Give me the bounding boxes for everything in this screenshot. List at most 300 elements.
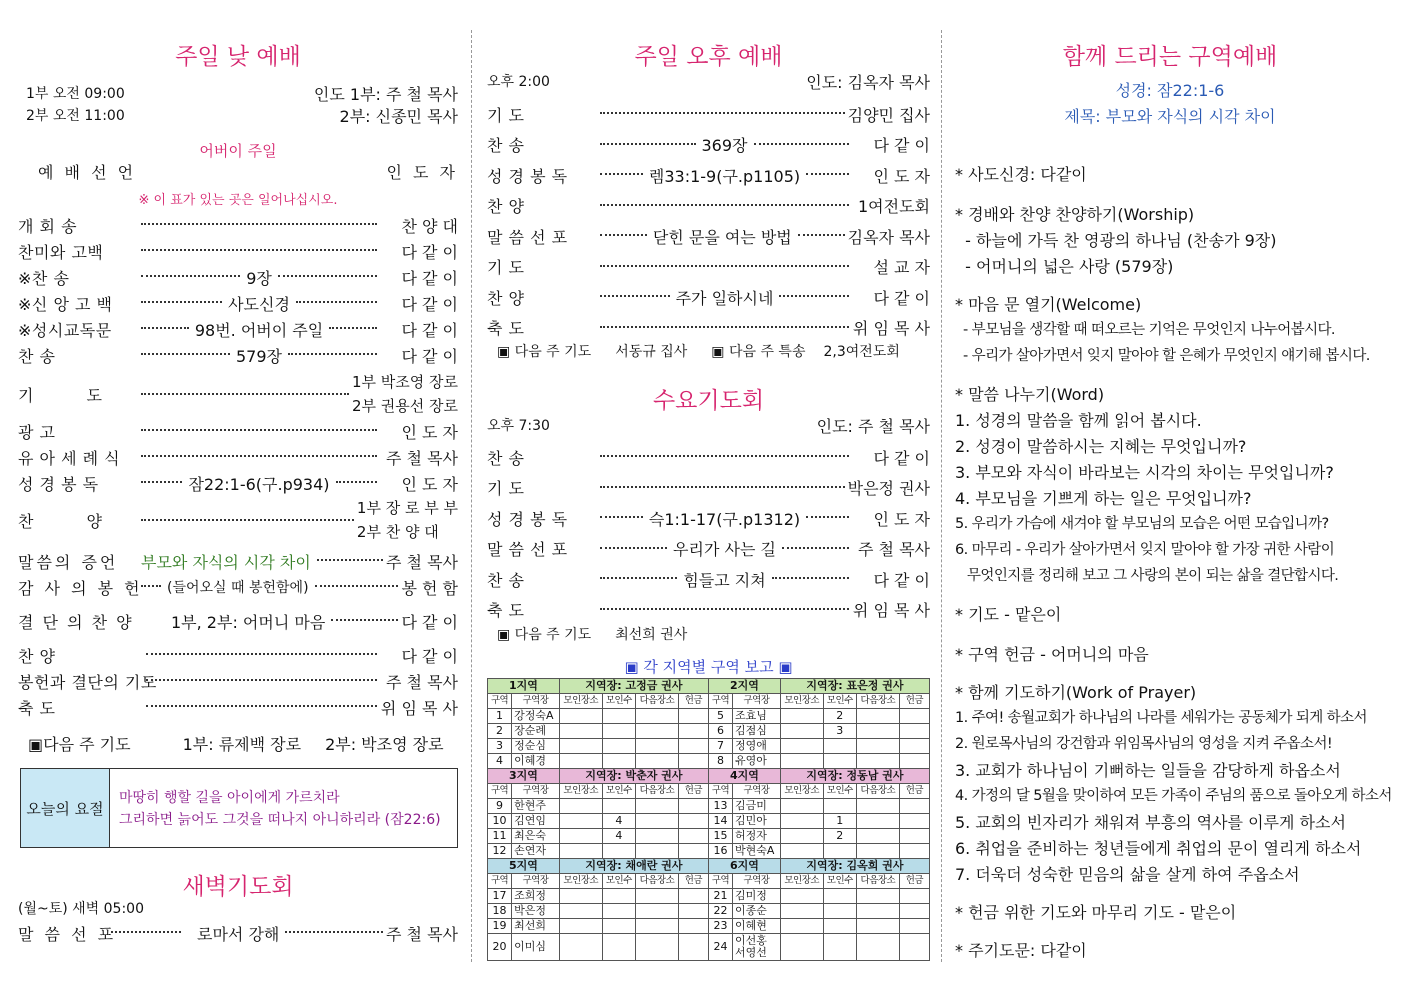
order-row	[18, 670, 458, 692]
section-title: 함께 드리는 구역예배	[1062, 44, 1278, 70]
table-row	[488, 829, 930, 844]
column-header: 구역장	[512, 874, 560, 889]
worship-line: 3. 부모와 자식이 바라보는 시각의 차이는 무엇입니까?	[955, 463, 1334, 482]
worship-line: 1. 성경의 말씀을 함께 읽어 봅시다.	[955, 411, 1202, 430]
region-leader: 지역장: 김옥희 권사	[780, 859, 929, 874]
sunday-afternoon-column	[487, 0, 930, 992]
order-row	[487, 164, 930, 186]
order-row	[18, 292, 458, 314]
order-row: 감 사 의 봉 헌 (들어오실 때 봉헌함에) 봉 헌 함	[18, 576, 458, 598]
order-row: 말 씀 선 포 로마서 강해 주 철 목사	[18, 922, 458, 944]
order-row	[18, 420, 458, 442]
column-header: 구역장	[733, 694, 781, 709]
leader: 인도 1부: 주 철 목사	[313, 84, 458, 104]
order-label: 성 경 봉 독	[18, 474, 99, 494]
order-row	[487, 599, 930, 621]
table-cell	[636, 754, 679, 769]
column-header: 헌금	[899, 694, 929, 709]
table-cell	[899, 934, 929, 961]
section-title: 주일 오후 예배	[634, 44, 783, 70]
order-person: 주 철 목사	[386, 672, 458, 692]
column-header: 구역	[488, 874, 512, 889]
table-cell	[857, 904, 900, 919]
worship-line: * 경배와 찬양 찬양하기(Worship)	[955, 205, 1195, 224]
table-cell	[559, 754, 602, 769]
today-verse-line: 마땅히 행할 길을 아이에게 가르치라	[119, 790, 340, 806]
table-cell	[559, 889, 602, 904]
table-cell	[559, 919, 602, 934]
table-cell	[780, 919, 823, 934]
order-label: 성 경 봉 독	[487, 509, 568, 529]
region-name: 4지역	[708, 769, 780, 784]
report-title: ▣ 각 지역별 구역 보고 ▣	[624, 658, 793, 676]
table-cell	[823, 739, 856, 754]
table-cell: 13	[708, 799, 732, 814]
column-header: 헌금	[899, 784, 929, 799]
worship-line: 2. 성경이 말씀하시는 지혜는 무엇입니까?	[955, 437, 1247, 456]
order-row	[487, 195, 930, 217]
order-label: 광 고	[18, 422, 56, 442]
worship-line: 6. 취업을 준비하는 청년들에게 취업의 문이 열리게 하소서	[955, 839, 1362, 858]
order-label: 찬 송	[18, 346, 56, 366]
table-cell: 3	[488, 739, 512, 754]
table-cell	[780, 799, 823, 814]
table-cell: 20	[488, 934, 512, 961]
table-row	[488, 799, 930, 814]
region-leader: 지역장: 채애란 권사	[559, 859, 708, 874]
table-cell: 12	[488, 844, 512, 859]
worship-line: - 하늘에 가득 찬 영광의 하나님 (찬송가 9장)	[955, 231, 1277, 250]
column-divider	[471, 30, 472, 962]
table-cell	[857, 844, 900, 859]
column-header: 구역	[488, 694, 512, 709]
order-person: 다 같 이	[401, 268, 459, 288]
service-time-row: 오후 2:00 인도: 김옥자 목사	[487, 72, 930, 92]
order-label: 기 도	[487, 479, 525, 498]
column-header: 모인장소	[780, 694, 823, 709]
table-cell: 7	[708, 739, 732, 754]
column-header: 모인수	[823, 784, 856, 799]
column-header: 다음장소	[636, 694, 679, 709]
order-label: 찬 송	[487, 136, 525, 155]
column-header: 모인장소	[780, 784, 823, 799]
table-cell: 4	[488, 754, 512, 769]
service-time: 2부 오전 11:00	[26, 108, 125, 124]
region-name: 1지역	[488, 679, 560, 694]
table-cell	[559, 814, 602, 829]
table-cell	[636, 904, 679, 919]
order-row	[18, 644, 458, 666]
table-cell	[602, 919, 635, 934]
order-person: 박은정 권사	[847, 479, 930, 498]
table-cell: 4	[602, 814, 635, 829]
column-header: 구역	[708, 874, 732, 889]
order-label: 봉헌과 결단의 기도	[18, 672, 157, 692]
table-cell	[559, 709, 602, 724]
order-row	[18, 472, 458, 494]
column-header: 구역	[708, 784, 732, 799]
table-row	[488, 739, 930, 754]
order-label: 찬 송	[487, 448, 525, 468]
order-detail: 369장	[701, 136, 748, 155]
table-cell	[857, 709, 900, 724]
order-label: 기 도	[487, 258, 525, 277]
worship-line: * 마음 문 열기(Welcome)	[955, 295, 1142, 314]
table-cell: 3	[823, 724, 856, 739]
table-cell	[823, 904, 856, 919]
table-cell	[559, 934, 602, 961]
table-row	[488, 904, 930, 919]
table-cell	[636, 709, 679, 724]
order-detail: 잠22:1-6(구.p934)	[188, 474, 330, 494]
table-cell: 김점심	[733, 724, 781, 739]
order-person: 1여전도회	[857, 197, 930, 216]
sub-header-row	[488, 784, 930, 799]
table-cell	[678, 799, 708, 814]
worship-line: 2. 원로목사님의 강건함과 위임목사님의 영성을 지켜 주옵소서!	[955, 736, 1333, 752]
table-cell	[823, 889, 856, 904]
table-cell	[857, 739, 900, 754]
stand-note: ※ 이 표가 있는 곳은 일어나십시오.	[138, 193, 338, 208]
table-cell	[602, 934, 635, 961]
table-cell: 23	[708, 919, 732, 934]
order-person: 인 도 자	[873, 166, 930, 186]
table-row	[488, 889, 930, 904]
order-row: 말씀의 증언 부모와 자식의 시각 차이 주 철 목사	[18, 550, 458, 572]
table-cell	[559, 829, 602, 844]
theme: 어버이 주일	[199, 142, 277, 160]
table-cell	[857, 919, 900, 934]
table-cell: 최선희	[512, 919, 560, 934]
table-cell	[780, 709, 823, 724]
order-row	[487, 477, 930, 499]
table-cell: 강정숙A	[512, 709, 560, 724]
order-person: 다 같 이	[873, 136, 930, 155]
order-detail: 98번. 어버이 주일	[194, 320, 324, 340]
table-cell	[857, 829, 900, 844]
order-label: 성 경 봉 독	[487, 166, 568, 186]
table-cell	[678, 904, 708, 919]
order-label: 찬미와 고백	[18, 242, 104, 262]
order-person: 인 도 자	[401, 474, 458, 494]
table-row	[488, 844, 930, 859]
order-label: ※신 앙 고 백	[18, 294, 113, 314]
worship-line: 5. 우리가 가슴에 새겨야 할 부모님의 모습은 어떤 모습입니까?	[955, 516, 1329, 532]
table-cell	[602, 889, 635, 904]
column-header: 모인수	[602, 784, 635, 799]
worship-line: 5. 교회의 빈자리가 채워져 부흥의 역사를 이루게 하소서	[955, 813, 1346, 832]
order-person: 위 임 목 사	[852, 319, 930, 338]
order-row	[487, 317, 930, 339]
dawn-time: (월~토) 새벽 05:00	[18, 901, 144, 917]
order-row	[487, 538, 930, 560]
district-report-table	[487, 678, 930, 961]
column-header: 모인장소	[780, 874, 823, 889]
column-header: 헌금	[899, 874, 929, 889]
table-cell: 한현주	[512, 799, 560, 814]
table-cell	[559, 844, 602, 859]
order-row	[487, 134, 930, 156]
order-label: 축 도	[487, 319, 525, 338]
order-row	[18, 240, 458, 262]
table-cell: 정순심	[512, 739, 560, 754]
table-cell	[678, 814, 708, 829]
table-cell	[857, 889, 900, 904]
table-cell	[636, 829, 679, 844]
table-cell	[823, 754, 856, 769]
table-cell: 이혜경	[512, 754, 560, 769]
table-cell: 이선홍 서영선	[733, 934, 781, 961]
table-cell: 박은정	[512, 904, 560, 919]
table-cell: 최은숙	[512, 829, 560, 844]
column-header: 다음장소	[857, 784, 900, 799]
order-person: 설 교 자	[873, 258, 930, 277]
table-cell: 조희정	[512, 889, 560, 904]
table-cell: 김연임	[512, 814, 560, 829]
table-cell: 9	[488, 799, 512, 814]
table-cell: 손연자	[512, 844, 560, 859]
order-person: 다 같 이	[873, 448, 930, 468]
order-person: 인 도 자	[873, 509, 930, 529]
table-cell: 2	[488, 724, 512, 739]
table-cell	[678, 844, 708, 859]
column-header: 구역	[708, 694, 732, 709]
order-label: ※성시교독문	[18, 320, 112, 340]
table-cell	[899, 814, 929, 829]
order-label: 찬 양	[487, 288, 525, 308]
region-leader: 지역장: 정동남 권사	[780, 769, 929, 784]
order-detail: 힘들고 지쳐	[683, 570, 766, 590]
column-header: 모인장소	[559, 784, 602, 799]
order-person: 다 같 이	[401, 242, 458, 262]
table-cell	[780, 724, 823, 739]
table-cell: 24	[708, 934, 732, 961]
table-cell	[602, 739, 635, 754]
order-label: 유 아 세 례 식	[18, 448, 121, 468]
table-cell	[899, 844, 929, 859]
order-label: ※찬 송	[18, 268, 70, 288]
worship-line: 3. 교회가 하나님이 기뻐하는 일들을 감당하게 하옵소서	[955, 761, 1341, 780]
table-cell	[678, 889, 708, 904]
table-row	[488, 934, 930, 961]
column-header: 헌금	[678, 874, 708, 889]
order-label: 축 도	[487, 601, 525, 620]
table-cell	[823, 934, 856, 961]
today-verse-box	[20, 768, 458, 848]
order-detail: 우리가 사는 길	[673, 540, 776, 559]
worship-line: * 구역 헌금 - 어머니의 마음	[955, 645, 1149, 664]
order-person: 인 도 자	[401, 422, 458, 442]
order-person: 다 같 이	[401, 646, 458, 666]
order-person: 주 철 목사	[858, 540, 931, 559]
order-header	[18, 160, 458, 182]
column-header: 다음장소	[636, 784, 679, 799]
order-person: 다 같 이	[873, 570, 930, 590]
table-cell	[636, 844, 679, 859]
order-row	[18, 318, 458, 340]
table-cell: 1	[823, 814, 856, 829]
table-cell	[780, 844, 823, 859]
section-title: 수요기도회	[652, 388, 765, 414]
worship-line: 6. 마무리 - 우리가 살아가면서 잊지 말아야 할 가장 귀한 사람이	[955, 542, 1335, 558]
worship-line: 4. 가정의 달 5월을 맞이하여 모든 가족이 주님의 품으로 돌아오게 하소서	[955, 788, 1392, 804]
table-cell	[823, 919, 856, 934]
column-header: 다음장소	[636, 874, 679, 889]
order-row	[18, 266, 458, 288]
sunday-morning-column	[18, 0, 458, 992]
next-info: ▣ 다음 주 기도 서동규 집사 ▣ 다음 주 특송 2,3여전도회	[497, 344, 900, 360]
section-title: 새벽기도회	[182, 874, 294, 900]
table-cell	[678, 709, 708, 724]
section-title: 주일 낮 예배	[175, 44, 301, 70]
table-cell	[899, 829, 929, 844]
table-cell	[899, 799, 929, 814]
table-cell: 정영애	[733, 739, 781, 754]
table-cell	[602, 709, 635, 724]
table-cell	[678, 739, 708, 754]
order-detail: 슥1:1-17(구.p1312)	[648, 509, 801, 529]
column-divider	[941, 30, 942, 962]
column-header: 구역장	[512, 784, 560, 799]
order-row	[18, 214, 458, 236]
worship-line: * 헌금 위한 기도와 마무리 기도 - 맡은이	[955, 903, 1237, 922]
table-cell: 4	[602, 829, 635, 844]
today-verse-line: 그리하면 늙어도 그것을 떠나지 아니하리라 (잠22:6)	[119, 812, 441, 828]
order-person: 다 같 이	[401, 294, 459, 314]
order-label: 예 배 선 언	[38, 162, 137, 182]
order-row	[487, 103, 930, 125]
table-cell: 박현숙A	[733, 844, 781, 859]
order-detail: 렘33:1-9(구.p1105)	[648, 166, 801, 186]
table-cell: 17	[488, 889, 512, 904]
column-header: 모인장소	[559, 694, 602, 709]
table-cell: 6	[708, 724, 732, 739]
table-cell	[636, 934, 679, 961]
worship-line: * 기도 - 맡은이	[955, 605, 1062, 624]
table-cell	[823, 799, 856, 814]
table-cell	[780, 889, 823, 904]
today-verse-label: 오늘의 요절	[21, 769, 110, 847]
order-row	[487, 446, 930, 468]
table-cell: 이종순	[733, 904, 781, 919]
table-cell	[602, 724, 635, 739]
worship-line: * 말씀 나누기(Word)	[955, 385, 1105, 404]
order-detail: 사도신경	[228, 294, 290, 314]
table-cell	[899, 739, 929, 754]
table-cell: 5	[708, 709, 732, 724]
table-cell: 김미정	[733, 889, 781, 904]
table-cell: 19	[488, 919, 512, 934]
order-row	[487, 225, 930, 247]
worship-line: - 어머니의 넓은 사랑 (579장)	[955, 257, 1174, 276]
table-cell	[899, 919, 929, 934]
table-cell	[559, 799, 602, 814]
table-cell: 장순례	[512, 724, 560, 739]
table-row	[488, 709, 930, 724]
table-cell	[678, 829, 708, 844]
region-name: 6지역	[708, 859, 780, 874]
column-header: 모인수	[823, 694, 856, 709]
table-cell	[857, 799, 900, 814]
order-row	[487, 568, 930, 590]
service-time-row: 오후 7:30 인도: 주 철 목사	[487, 416, 930, 436]
table-cell	[678, 934, 708, 961]
table-cell	[899, 709, 929, 724]
table-cell	[602, 799, 635, 814]
cell-worship-column	[955, 0, 1392, 992]
table-cell: 8	[708, 754, 732, 769]
order-row	[18, 344, 458, 366]
table-cell: 14	[708, 814, 732, 829]
table-cell: 18	[488, 904, 512, 919]
worship-line: - 우리가 살아가면서 잊지 말아야 할 은혜가 무엇인지 얘기해 봅시다.	[955, 348, 1370, 364]
table-cell: 2	[823, 829, 856, 844]
table-cell: 15	[708, 829, 732, 844]
order-person: 김양민 집사	[847, 105, 930, 125]
table-cell	[559, 904, 602, 919]
table-cell	[678, 724, 708, 739]
table-cell: 허정자	[733, 829, 781, 844]
column-header: 모인장소	[559, 874, 602, 889]
subject: 제목: 부모와 자식의 시각 차이	[1064, 107, 1276, 126]
table-cell: 1	[488, 709, 512, 724]
table-cell	[857, 814, 900, 829]
table-cell	[899, 724, 929, 739]
table-cell: 21	[708, 889, 732, 904]
table-cell	[678, 919, 708, 934]
region-header-row	[488, 679, 930, 694]
order-label: 축 도	[18, 698, 56, 718]
order-row	[487, 256, 930, 278]
column-header: 모인수	[823, 874, 856, 889]
region-header-row	[488, 859, 930, 874]
table-cell	[857, 754, 900, 769]
table-cell	[602, 754, 635, 769]
region-name: 3지역	[488, 769, 560, 784]
table-cell: 김금미	[733, 799, 781, 814]
worship-line: * 함께 기도하기(Work of Prayer)	[955, 683, 1197, 702]
order-label: 찬 양	[487, 197, 525, 216]
table-cell	[857, 934, 900, 961]
order-label: 말 씀 선 포	[487, 227, 568, 247]
order-person: 다 같 이	[873, 288, 931, 308]
table-cell	[780, 754, 823, 769]
column-header: 다음장소	[857, 874, 900, 889]
region-name: 5지역	[488, 859, 560, 874]
table-cell	[899, 904, 929, 919]
region-leader: 지역장: 박춘자 권사	[559, 769, 708, 784]
table-cell	[559, 724, 602, 739]
table-row	[488, 919, 930, 934]
order-person: 위 임 목 사	[380, 698, 458, 718]
region-header-row	[488, 769, 930, 784]
service-time: 1부 오전 09:00	[26, 86, 125, 102]
order-label: 찬 양	[18, 646, 56, 666]
order-person: 다 같 이	[401, 346, 458, 366]
region-leader: 지역장: 고정금 권사	[559, 679, 708, 694]
order-label: 개 회 송	[18, 216, 78, 236]
table-cell: 10	[488, 814, 512, 829]
sub-header-row	[488, 694, 930, 709]
worship-line: * 주기도문: 다같이	[955, 941, 1087, 960]
table-cell: 16	[708, 844, 732, 859]
bible-verse: 성경: 잠22:1-6	[1115, 81, 1225, 100]
table-cell: 2	[823, 709, 856, 724]
order-detail: 9장	[246, 268, 272, 288]
column-header: 모인수	[602, 694, 635, 709]
order-person: 주 철 목사	[386, 448, 458, 468]
table-cell: 이미심	[512, 934, 560, 961]
